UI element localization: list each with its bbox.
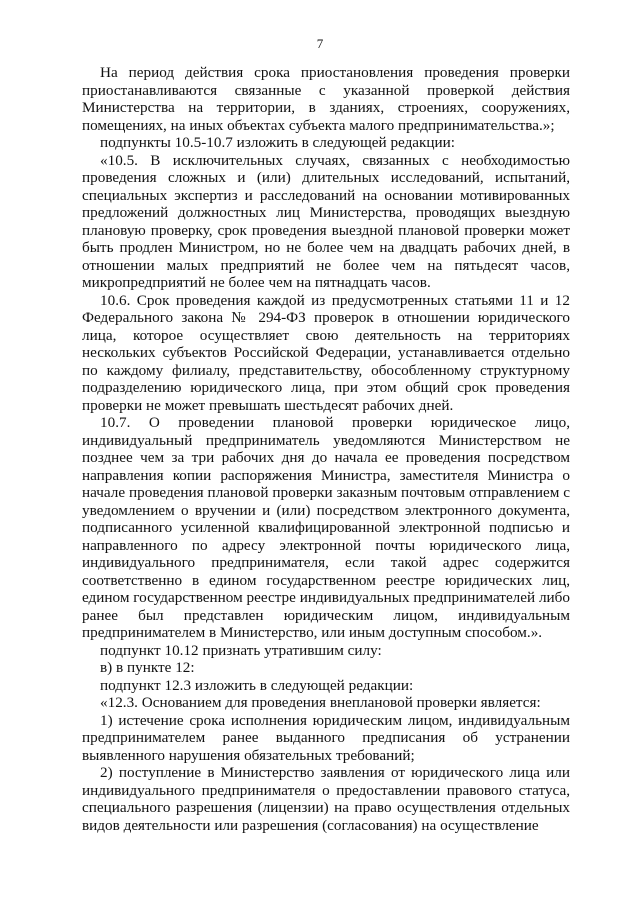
paragraph-10-5: «10.5. В исключительных случаях, связанных с необходимостью проведения сложных и (или) длительных исследований, испытаний, специальных экспертиз и расследований на основании мотивированных предложений должностных лиц Министерства, проводящих выездную плановую проверку, срок проведения выездной плановой проверки может быть продлен Министром, но не более чем на двадцать рабочих дней, в отношении малых предприятий не более чем на пятьдесят часов, микропредприятий не более чем на пятнадцать часов. [82, 151, 570, 291]
paragraph-subpoints-10-5-10-7: подпункты 10.5-10.7 изложить в следующей редакции: [100, 134, 456, 151]
paragraph-10-6: 10.6. Срок проведения каждой из предусмотренных статьями 11 и 12 Федерального закона № 294-ФЗ проверок в отношении юридического лица, которое осуществляет свою деятельность на территориях нескольких субъектов Российской Федерации, устанавливается отдельно по каждому филиалу, представительству, обособленному структурному подразделению юридического лица, при этом общий срок проведения проверки не может превышать шестьдесят рабочих дней. [82, 291, 570, 414]
paragraph-item-1: 1) истечение срока исполнения юридическим лицом, индивидуальным предпринимателем ранее выданного предписания об устранении выявленного нарушения обязательных требований; [82, 711, 570, 764]
paragraph-subpoint-12-3: подпункт 12.3 изложить в следующей редакции: [100, 676, 414, 694]
paragraph-12-3: «12.3. Основанием для проведения внеплановой проверки является: [100, 694, 541, 711]
paragraph-item-2: 2) поступление в Министерство заявления от юридического лица или индивидуального предпринимателя о предоставлении правового статуса, специального разрешения (лицензии) на право осуществления отдельных видов деятельности или разрешения (согласования) на осуществление [82, 764, 570, 834]
paragraph-10-7: 10.7. О проведении плановой проверки юридическое лицо, индивидуальный предприниматель уведомляются Министерством не позднее чем за три рабочих дня до начала ее проведения посредством направления копии распоряжения Министра, заместителя Министра о начале проведения плановой проверки заказным почтовым отправлением с уведомлением о вручении и (или) посредством электронного документа, подписанного усиленной квалифицированной электронной подписью и направленного по адресу электронной почты юридического лица, индивидуального предпринимателя, если такой адрес содержится соответственно в едином государственном реестре юридических лиц, едином государственном реестре индивидуальных предпринимателей либо ранее был представлен юридическим лицом, индивидуальным предпринимателем в Министерство, или иным доступным способом.». [82, 414, 570, 641]
paragraph-point-12: в) в пункте 12: [100, 659, 195, 676]
document-body [82, 64, 570, 834]
paragraph-10-12-repealed: подпункт 10.12 признать утратившим силу: [100, 641, 382, 659]
paragraph-suspension: На период действия срока приостановления проведения проверки приостанавливаются связанные с указанной проверкой действия Министерства на территории, в зданиях, строениях, сооружениях, помещениях, на иных объектах субъекта малого предпринимательства.»; [82, 64, 570, 134]
page-number: 7 [316, 36, 324, 51]
